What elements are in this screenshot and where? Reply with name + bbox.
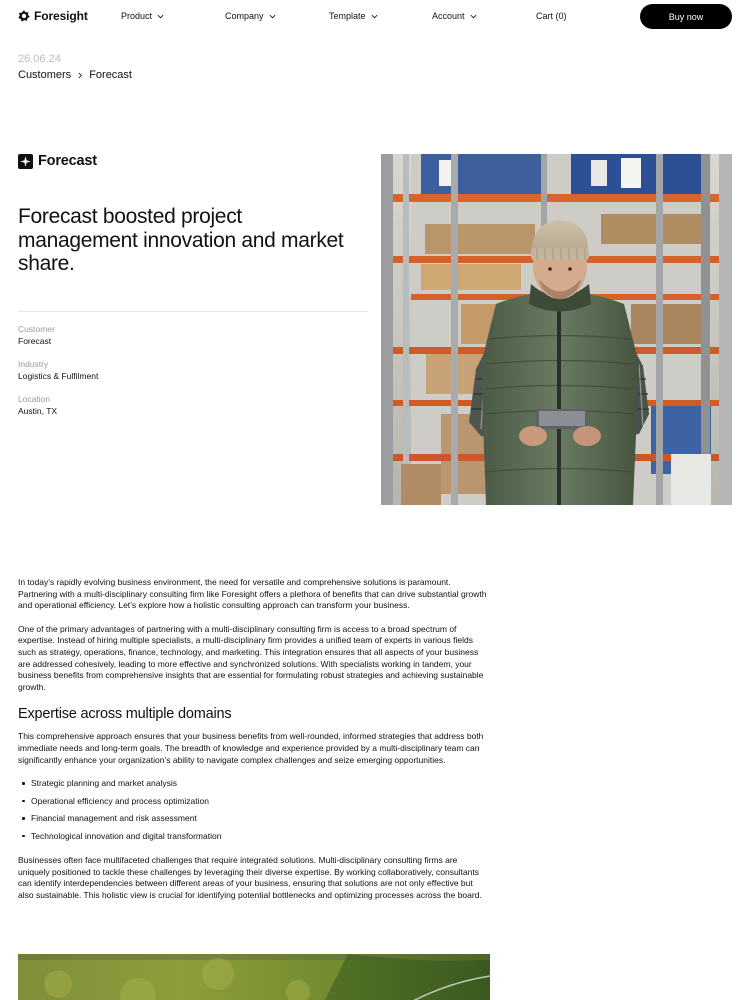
nav-item-company[interactable] bbox=[225, 11, 276, 21]
list-item: Financial management and risk assessment bbox=[18, 813, 490, 824]
article-image bbox=[18, 954, 490, 1000]
cart-link[interactable]: Cart (0) bbox=[536, 11, 567, 21]
chevron-down-icon bbox=[371, 13, 378, 20]
meta-location bbox=[18, 394, 57, 417]
nav-item-product[interactable] bbox=[121, 11, 164, 21]
meta-label: Customer bbox=[18, 324, 55, 334]
buy-now-button[interactable]: Buy now bbox=[640, 4, 732, 29]
chevron-down-icon bbox=[470, 13, 477, 20]
page-title: Forecast boosted project management innovation and market share. bbox=[18, 205, 344, 275]
paragraph: This comprehensive approach ensures that your business benefits from well-rounded, informed strategies that address both immediate needs and long-term goals. The breadth of knowledge and experience provided by a multi-disciplinary team can significantly enhance your organization’s ability to navigate complex challenges and seize emerging opportunities. bbox=[18, 731, 484, 765]
nav-item-label: Product bbox=[121, 11, 153, 21]
paragraph: In today’s rapidly evolving business environment, the need for versatile and comprehensive solutions is paramount. Partnering with a multi-disciplinary consulting firm like Foresight offers a plethora of benefits that can drive substantial growth and operational efficiency. Let’s explore how a holistic consulting approach can transform your business. bbox=[18, 577, 487, 611]
forecast-logo-icon bbox=[18, 154, 33, 169]
chevron-down-icon bbox=[157, 13, 164, 20]
divider bbox=[18, 311, 368, 312]
list-item: Operational efficiency and process optimization bbox=[18, 796, 490, 807]
chevron-down-icon bbox=[269, 13, 276, 20]
meta-customer bbox=[18, 324, 55, 347]
meta-value: Austin, TX bbox=[18, 406, 58, 416]
nav-item-account[interactable] bbox=[432, 11, 477, 21]
article-body bbox=[18, 577, 490, 901]
top-nav bbox=[0, 0, 750, 34]
breadcrumb-current: Forecast bbox=[89, 69, 132, 81]
bullet-list bbox=[18, 778, 490, 842]
brand-link[interactable] bbox=[18, 9, 88, 23]
paragraph: Businesses often face multifaceted challenges that require integrated solutions. Multi-disciplinary consulting firms are uniquely positioned to tackle these challenges by leveraging their diverse expertise. By working collaboratively, consultants can identify interdependencies between different areas of your business, ensuring that solutions are not only effective but also sustainable. This holistic view is crucial for identifying potential bottlenecks and optimizing processes across the board. bbox=[18, 854, 482, 900]
list-item: Strategic planning and market analysis bbox=[18, 778, 490, 789]
nav-item-label: Account bbox=[432, 11, 465, 21]
warehouse-worker-image bbox=[381, 154, 732, 505]
publish-date: 26.06.24 bbox=[18, 53, 61, 65]
customer-logo bbox=[18, 153, 97, 169]
meta-label: Industry bbox=[18, 359, 49, 369]
meta-industry bbox=[18, 359, 98, 382]
brand-name: Foresight bbox=[34, 9, 88, 23]
breadcrumb bbox=[18, 69, 132, 81]
foresight-logo-icon bbox=[18, 10, 30, 22]
breadcrumb-customers-link[interactable]: Customers bbox=[18, 69, 72, 81]
list-item: Technological innovation and digital transformation bbox=[18, 831, 490, 842]
meta-label: Location bbox=[18, 394, 51, 404]
meta-value: Forecast bbox=[18, 336, 52, 346]
paragraph: One of the primary advantages of partnering with a multi-disciplinary consulting firm is access to a broad spectrum of expertise. Instead of hiring multiple specialists, a multi-disciplinary firm provides a unified team of experts in various fields such as strategy, operations, finance, technology, and marketing. This integration ensures that all aspects of your business are addressed cohesively, leading to more effective and synchronized solutions. With specialists working in tandem, your business benefits from comprehensive insights that are essential for formulating robust strategies and achieving sustainable growth. bbox=[18, 623, 484, 692]
nav-item-template[interactable] bbox=[329, 11, 378, 21]
hero-photo bbox=[381, 154, 732, 505]
meta-value: Logistics & Fulfilment bbox=[18, 371, 99, 381]
green-field-image bbox=[18, 954, 490, 1000]
section-heading: Expertise across multiple domains bbox=[18, 706, 232, 723]
customer-logo-name: Forecast bbox=[38, 153, 97, 169]
nav-item-label: Template bbox=[329, 11, 366, 21]
chevron-right-icon bbox=[77, 72, 83, 79]
nav-item-label: Company bbox=[225, 11, 264, 21]
